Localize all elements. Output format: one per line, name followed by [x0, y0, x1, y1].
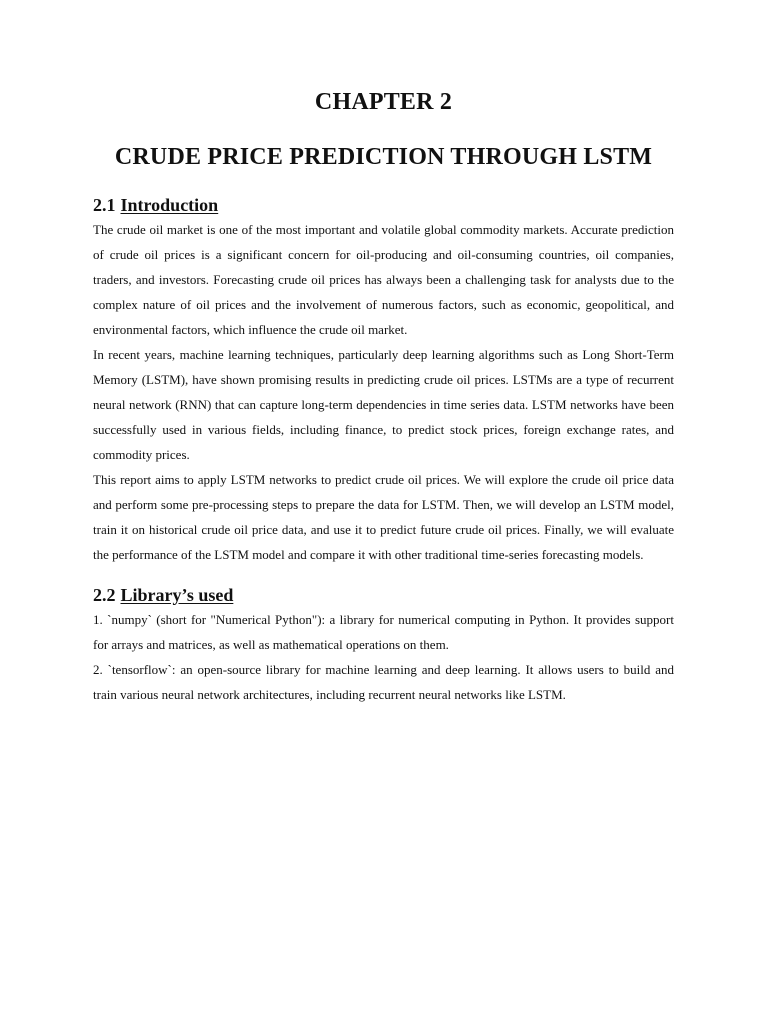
list-item-numpy: 1. `numpy` (short for "Numerical Python"): a library for numerical computing in Python. It provides support for arrays and matrices, as well as mathematical operations on them. — [93, 612, 674, 652]
paragraph: In recent years, machine learning techniques, particularly deep learning algorithms such as Long Short-Term Memory (LSTM), have shown promising results in predicting crude oil prices. LSTMs are a type of recurrent neural network (RNN) that can capture long-term dependencies in time series data. LSTM networks have been successfully used in various fields, including finance, to predict stock prices, foreign exchange rates, and commodity prices. — [93, 347, 674, 462]
section-number: 2.2 — [93, 585, 116, 605]
chapter-title: CRUDE PRICE PREDICTION THROUGH LSTM — [114, 144, 653, 170]
paragraph: The crude oil market is one of the most important and volatile global commodity markets. Accurate prediction of crude oil prices is a significant concern for oil-producing and oil-consuming countries, oil companies, traders, and investors. Forecasting crude oil prices has always been a challenging task for analysts due to the complex nature of oil prices and the involvement of numerous factors, such as economic, geopolitical, and environmental factors, which influence the crude oil market. — [93, 222, 674, 337]
section-title: Library’s used — [120, 585, 234, 605]
chapter-label: CHAPTER 2 — [314, 89, 453, 115]
list-item-tensorflow: 2. `tensorflow`: an open-source library for machine learning and deep learning. It allows users to build and train various neural network architectures, including recurrent neural networks like LSTM. — [93, 662, 674, 702]
paragraph: This report aims to apply LSTM networks to predict crude oil prices. We will explore the crude oil price data and perform some pre-processing steps to prepare the data for LSTM. Then, we will develop an LSTM model, train it on historical crude oil price data, and use it to predict future crude oil prices. Finally, we will evaluate the performance of the LSTM model and compare it with other traditional time-series forecasting models. — [93, 472, 674, 562]
section-title: Introduction — [120, 195, 219, 215]
page-content — [93, 86, 674, 707]
section-heading-introduction — [93, 193, 674, 217]
section-number: 2.1 — [93, 195, 116, 215]
section-heading-libraries — [93, 583, 674, 607]
